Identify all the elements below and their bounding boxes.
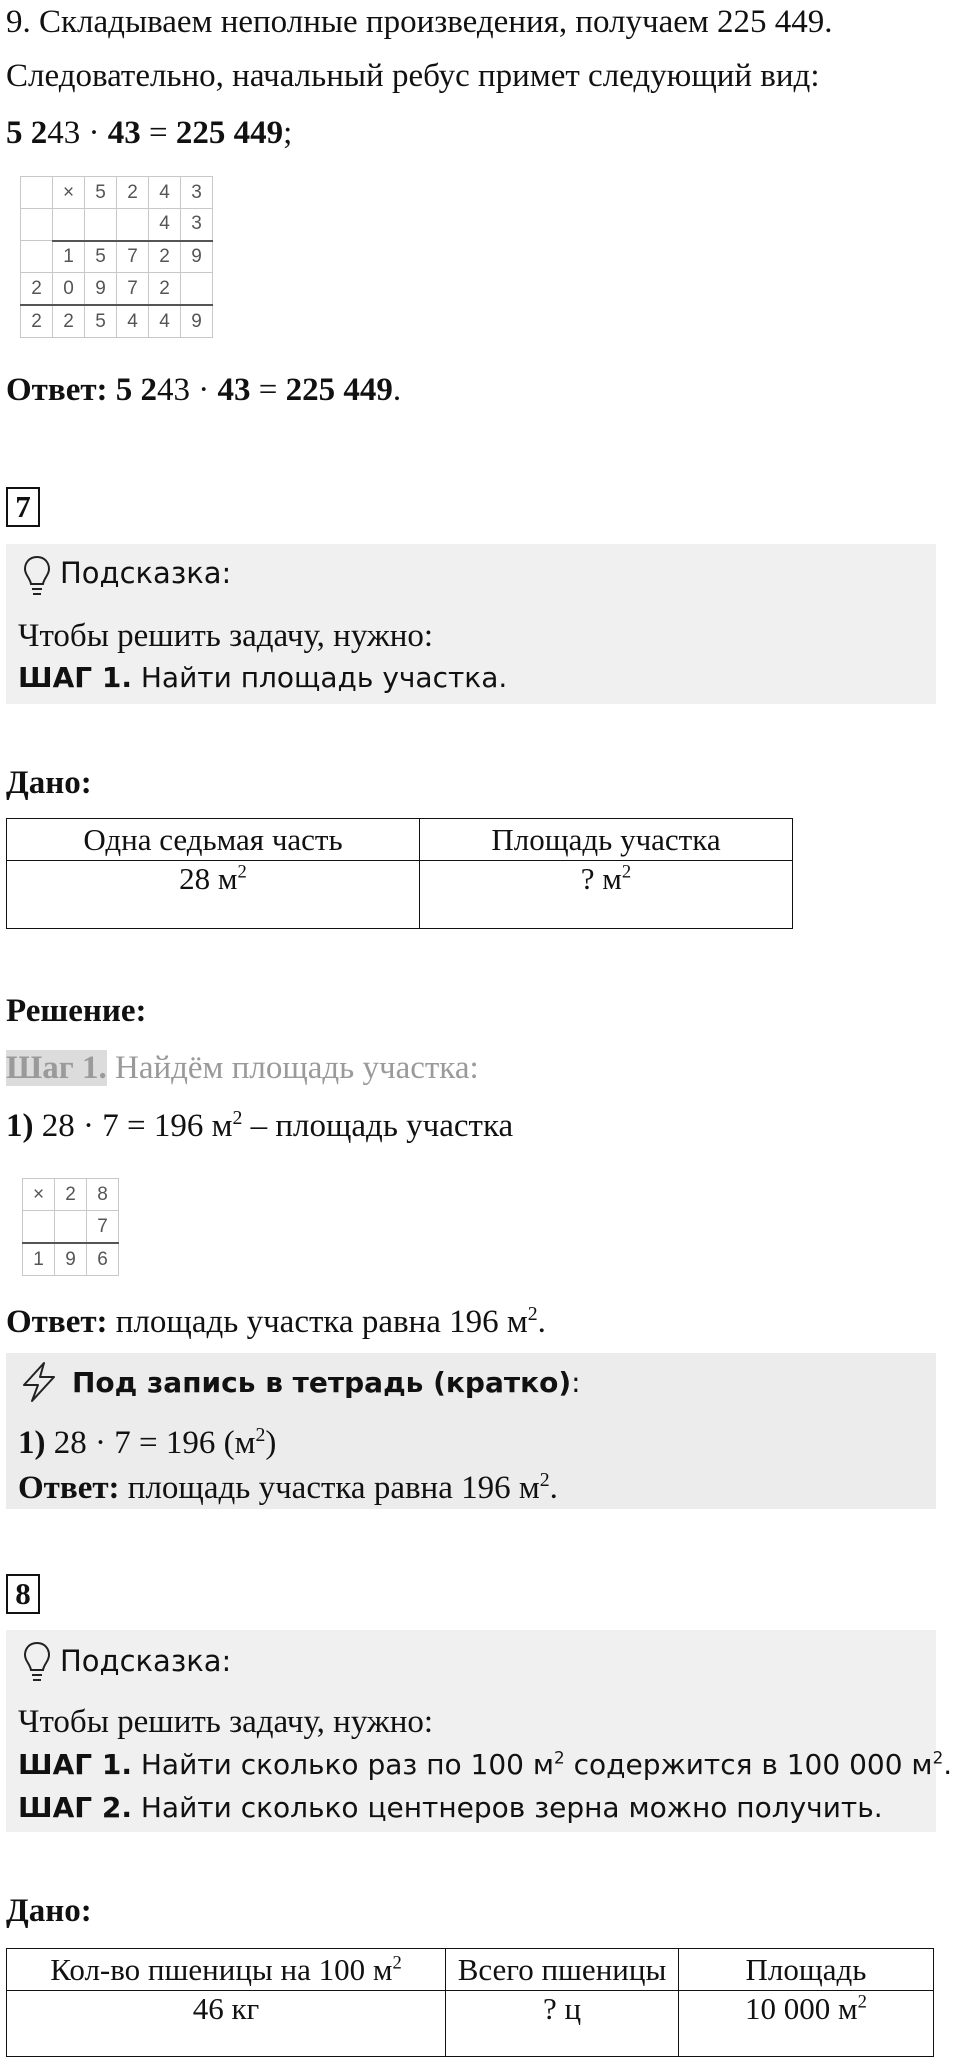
given-table [6, 818, 793, 929]
note-answer [18, 1468, 558, 1508]
table-cell: 46 кг [7, 1991, 446, 2057]
multiplication-grid [22, 1178, 119, 1276]
table-header [7, 1949, 446, 1991]
given-label: Дано: [6, 765, 92, 801]
eq-part: · [80, 115, 108, 151]
hint-step [18, 1745, 952, 1785]
cell-sup: 2 [857, 1991, 867, 2013]
grid-cell: 2 [53, 305, 85, 338]
grid-cell: 4 [149, 305, 181, 338]
grid-cell [21, 177, 53, 209]
grid-cell: 3 [181, 177, 213, 209]
solution-line [6, 1106, 513, 1146]
solution-label: Решение: [6, 993, 147, 1029]
table-header: Площадь [679, 1949, 934, 1991]
step-label: Шаг 1. [6, 1050, 107, 1086]
hint-step [18, 658, 507, 698]
cell-value: 10 000 м [745, 1991, 858, 2026]
grid-cell: 9 [85, 273, 117, 306]
eq-part: 225 449 [175, 115, 284, 151]
grid-cell: 5 [85, 305, 117, 338]
given-table [6, 1948, 934, 2057]
grid-cell: 2 [149, 241, 181, 273]
eq-part: 43 [47, 115, 81, 151]
expr-tail: – площадь участка [242, 1108, 514, 1144]
grid-cell: 9 [181, 305, 213, 338]
expr-sup: 2 [232, 1107, 243, 1129]
grid-cell: × [53, 177, 85, 209]
expr: 28 · 7 = 196 (м [45, 1425, 256, 1461]
grid-cell: 1 [23, 1243, 55, 1276]
note-title-colon: : [571, 1366, 581, 1399]
answer-label: Ответ: [6, 372, 108, 408]
grid-cell [181, 273, 213, 306]
hint-box [6, 1630, 953, 1832]
lightbulb-icon [22, 554, 52, 598]
item-number: 1) [6, 1108, 34, 1144]
cell-sup: 2 [621, 861, 632, 883]
cell-value: ? м [580, 861, 622, 896]
answer-label: Ответ: [6, 1304, 108, 1340]
eq-part: 5 2 [107, 372, 158, 408]
cell-sup: 2 [237, 861, 247, 883]
grid-cell: 3 [181, 209, 213, 241]
note-title [72, 1363, 581, 1403]
eq-part: = [140, 115, 176, 151]
table-cell: ? ц [446, 1991, 679, 2057]
eq-part: = [250, 372, 286, 408]
step-label: ШАГ 2. [18, 1791, 132, 1824]
note-title-text: Под запись в тетрадь (кратко) [72, 1366, 572, 1399]
grid-cell: 4 [117, 305, 149, 338]
hint-title: Подсказка: [60, 1644, 232, 1678]
equation [6, 113, 292, 153]
answer-text: площадь участка равна 196 м [107, 1304, 528, 1340]
step-text: Найти площадь участка. [131, 661, 508, 694]
task-number: 7 [6, 487, 40, 527]
answer-sup: 2 [539, 1469, 550, 1491]
step-sup: 2 [554, 1747, 565, 1768]
cell-value: 28 м [179, 861, 238, 896]
eq-part: . [392, 372, 402, 408]
eq-part: 225 449 [285, 372, 393, 408]
lightning-icon [20, 1361, 58, 1403]
grid-cell: 2 [149, 273, 181, 306]
text-line: 9. Складываем неполные произведения, получаем 225 449. [6, 4, 833, 40]
eq-part: ; [283, 115, 293, 151]
answer-end: . [537, 1304, 546, 1340]
eq-part: · [190, 372, 218, 408]
grid-cell [117, 209, 149, 241]
grid-cell: 5 [85, 177, 117, 209]
eq-part: 43 [107, 115, 141, 151]
task-number: 8 [6, 1574, 40, 1614]
grid-cell: 8 [87, 1179, 119, 1211]
table-cell [679, 1991, 934, 2057]
grid-cell [53, 209, 85, 241]
step-text: содержится в 100 000 м [564, 1748, 933, 1781]
item-number: 1) [18, 1425, 46, 1461]
grid-cell: 5 [85, 241, 117, 273]
grid-cell [21, 241, 53, 273]
eq-part: 43 [157, 372, 191, 408]
table-header: Площадь участка [420, 819, 793, 861]
answer-text: площадь участка равна 196 м [119, 1470, 540, 1506]
expr: 28 · 7 = 196 м [33, 1108, 233, 1144]
grid-cell: 2 [117, 177, 149, 209]
hint-step [18, 1788, 883, 1828]
grid-cell: 4 [149, 177, 181, 209]
multiplication-grid [20, 176, 213, 338]
grid-cell: 0 [53, 273, 85, 306]
grid-cell: 7 [117, 241, 149, 273]
hint-box [6, 544, 936, 704]
step-end: . [943, 1748, 953, 1781]
step-text: Найти сколько раз по 100 м [131, 1748, 554, 1781]
grid-cell: 2 [55, 1179, 87, 1211]
lightbulb-icon [22, 1640, 52, 1684]
answer-label: Ответ: [18, 1470, 120, 1506]
grid-cell: × [23, 1179, 55, 1211]
step-heading [6, 1048, 479, 1088]
hint-text: Чтобы решить задачу, нужно: [18, 618, 434, 654]
eq-part: 43 [217, 372, 251, 408]
hint-title: Подсказка: [60, 556, 232, 590]
grid-cell: 2 [21, 273, 53, 306]
grid-cell: 7 [87, 1211, 119, 1244]
header-sup: 2 [392, 1952, 402, 1974]
hint-text: Чтобы решить задачу, нужно: [18, 1704, 434, 1740]
grid-cell [21, 209, 53, 241]
grid-cell: 2 [21, 305, 53, 338]
grid-cell [55, 1211, 87, 1244]
grid-cell: 9 [55, 1243, 87, 1276]
table-cell [420, 861, 793, 929]
note-line [18, 1423, 276, 1463]
table-cell [7, 861, 420, 929]
answer-line [6, 1302, 546, 1342]
grid-cell [85, 209, 117, 241]
answer-end: . [549, 1470, 558, 1506]
text-line: Следовательно, начальный ребус примет следующий вид: [6, 58, 820, 94]
step-text: Найти сколько центнеров зерна можно получить. [131, 1791, 883, 1824]
grid-cell [23, 1211, 55, 1244]
step-label: ШАГ 1. [18, 661, 132, 694]
answer-line [6, 370, 401, 410]
given-label: Дано: [6, 1893, 92, 1929]
grid-cell: 7 [117, 273, 149, 306]
note-box [6, 1353, 936, 1509]
step-sup: 2 [932, 1747, 944, 1768]
expr-sup: 2 [255, 1424, 266, 1446]
grid-cell: 9 [181, 241, 213, 273]
eq-part: 5 2 [6, 115, 48, 151]
table-header: Всего пшеницы [446, 1949, 679, 1991]
table-header: Одна седьмая часть [7, 819, 420, 861]
answer-sup: 2 [527, 1303, 538, 1325]
grid-cell: 1 [53, 241, 85, 273]
step-label: ШАГ 1. [18, 1748, 132, 1781]
grid-cell: 4 [149, 209, 181, 241]
grid-cell: 6 [87, 1243, 119, 1276]
step-text: Найдём площадь участка: [106, 1050, 479, 1086]
header-text: Кол-во пшеницы на 100 м [50, 1951, 393, 1987]
expr-end: ) [265, 1425, 277, 1461]
